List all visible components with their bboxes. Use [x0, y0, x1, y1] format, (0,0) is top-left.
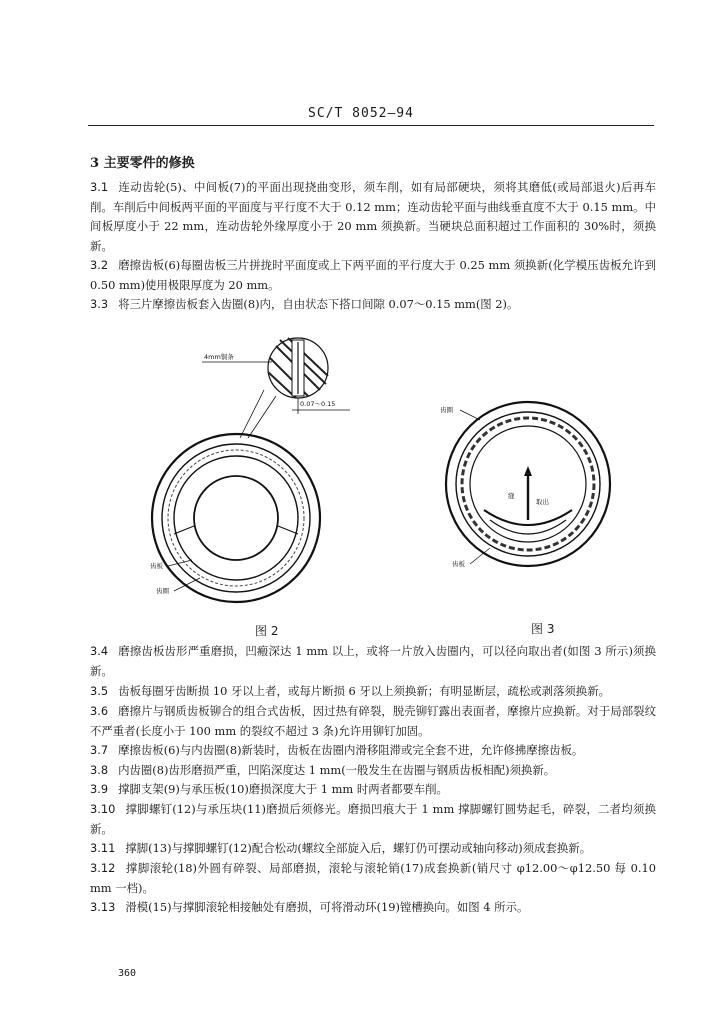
paragraph-3-10 [90, 800, 656, 839]
paragraph-number: 3.1 [90, 180, 109, 194]
paragraph-text: 撑脚螺钉(12)与承压块(11)磨损后须修光。磨损凹痕大于 1 mm 撑脚螺钉圆势起毛，碎裂，二者均须换新。 [90, 802, 656, 836]
paragraph-3-2 [90, 256, 656, 295]
paragraph-text: 磨擦齿板齿形严重磨损，凹瘢深达 1 mm 以上，或将一片放入齿圈内，可以径向取出者(如图 3 所示)须换新。 [90, 644, 656, 678]
section-heading: 3 主要零件的修换 [90, 156, 195, 171]
figure-2-diagram [140, 328, 350, 608]
paragraph-text: 磨擦片与钢质齿板铆合的组合式齿板，因过热有碎裂，脱壳铆钉露出表面者，摩擦片应换新。对于局部裂纹不严重者(长度小于 100 mm 的裂纹不超过 3 条)允许用铆钉加固。 [90, 704, 656, 738]
ring-inner-edge [162, 444, 310, 592]
paragraph-text: 将三片摩擦齿板套入齿圈(8)内，自由状态下搭口间隙 0.07～0.15 mm(图 2)。 [118, 297, 519, 311]
figure-3-caption: 图 3 [531, 622, 555, 636]
page-number: 360 [118, 968, 137, 979]
paragraph-text: 撑脚支架(9)与承压板(10)磨损深度大于 1 mm 时两者都要车削。 [118, 782, 448, 796]
paragraph-text: 滑模(15)与撑脚滚轮相接触处有磨损，可将滑动环(19)镗槽换向。如图 4 所示。 [125, 900, 529, 914]
paragraph-number: 3.6 [90, 704, 109, 718]
paragraph-number: 3.5 [90, 684, 109, 698]
paragraph-number: 3.12 [90, 861, 116, 875]
paragraph-text: 齿板每圈牙齿断损 10 牙以上者，或每片断损 6 牙以上须换新；有明显断层，疏松或剥落须换新。 [118, 684, 610, 698]
label-tooth-ring: 齿圈 [440, 406, 453, 414]
plate-teeth [168, 450, 304, 586]
paragraph-number: 3.2 [90, 258, 109, 272]
label-tooth-ring: 齿圈 [156, 587, 169, 595]
paragraph-number: 3.11 [90, 841, 116, 855]
outer-ring [152, 434, 320, 602]
paragraph-number: 3.9 [90, 782, 109, 796]
label-gap-dimension: 0.07～0.15 [300, 400, 336, 408]
header-rule [88, 125, 654, 126]
paragraph-number: 3.13 [90, 900, 116, 914]
paragraph-text: 内齿圈(8)齿形磨损严重，凹陷深度达 1 mm(一般发生在齿圈与钢质齿板相配)须换新。 [118, 763, 556, 777]
paragraph-3-12 [90, 859, 656, 898]
paragraph-3-8 [90, 761, 656, 781]
bore-circle [194, 476, 278, 560]
paragraph-text: 磨擦齿板(6)每圈齿板三片拼拢时平面度或上下两平面的平行度大于 0.25 mm 须换新(化学模压齿板允许到 0.50 mm)使用极限厚度为 20 mm。 [90, 258, 656, 292]
paragraph-3-4 [90, 642, 656, 681]
paragraph-number: 3.3 [90, 297, 109, 311]
paragraph-text: 连动齿轮(5)、中间板(7)的平面出现挠曲变形，须车削，如有局部硬块，须将其磨低(或局部退火)后再车削。车削后中间板两平面的平面度与平行度不大于 0.12 mm；连动齿轮平面与曲线垂直度不大于 0.15 mm。中间板厚度小于 22 mm，连动齿轮外缘厚度小于 20 mm 须换新。当硬块总面积超过工作面积的 30%时，须换新。 [90, 180, 656, 253]
paragraph-3-6 [90, 702, 656, 741]
paragraph-3-13 [90, 898, 656, 918]
paragraph-3-1 [90, 178, 656, 256]
paragraph-text: 撑脚(13)与撑脚螺钉(12)配合松动(螺纹全部旋入后，螺钉仍可摆动或轴向移动)须成套换新。 [125, 841, 592, 855]
figure-2-caption: 图 2 [255, 624, 279, 638]
paragraph-number: 3.7 [90, 743, 109, 757]
label-tooth-plate: 齿板 [452, 560, 465, 568]
label-gap: 缝 [508, 492, 515, 500]
label-tooth-plate: 齿板 [150, 562, 163, 570]
paragraph-text: 撑脚滚轮(18)外圆有碎裂、局部磨损，滚轮与滚轮销(17)成套换新(销尺寸 φ12.00～φ12.50 每 0.10 mm 一档)。 [90, 861, 656, 895]
paragraph-3-11 [90, 839, 656, 859]
plate-inner-edge [174, 456, 298, 580]
paragraph-3-9 [90, 780, 656, 800]
standard-code: SC/T 8052—94 [308, 106, 414, 121]
paragraph-3-3 [90, 295, 656, 315]
paragraph-number: 3.10 [90, 802, 116, 816]
figure-3-diagram [438, 380, 618, 590]
label-copper-strip: 4mm铜条 [204, 353, 234, 361]
paragraph-number: 3.4 [90, 644, 109, 658]
label-take-out: 取出 [536, 498, 549, 506]
paragraph-number: 3.8 [90, 763, 109, 777]
paragraph-3-7 [90, 741, 656, 761]
paragraph-3-5 [90, 682, 656, 702]
paragraph-text: 摩擦齿板(6)与内齿圈(8)新装时，齿板在齿圈内滑移阻滞或完全套不进，允许修拂摩擦齿板。 [118, 743, 584, 757]
